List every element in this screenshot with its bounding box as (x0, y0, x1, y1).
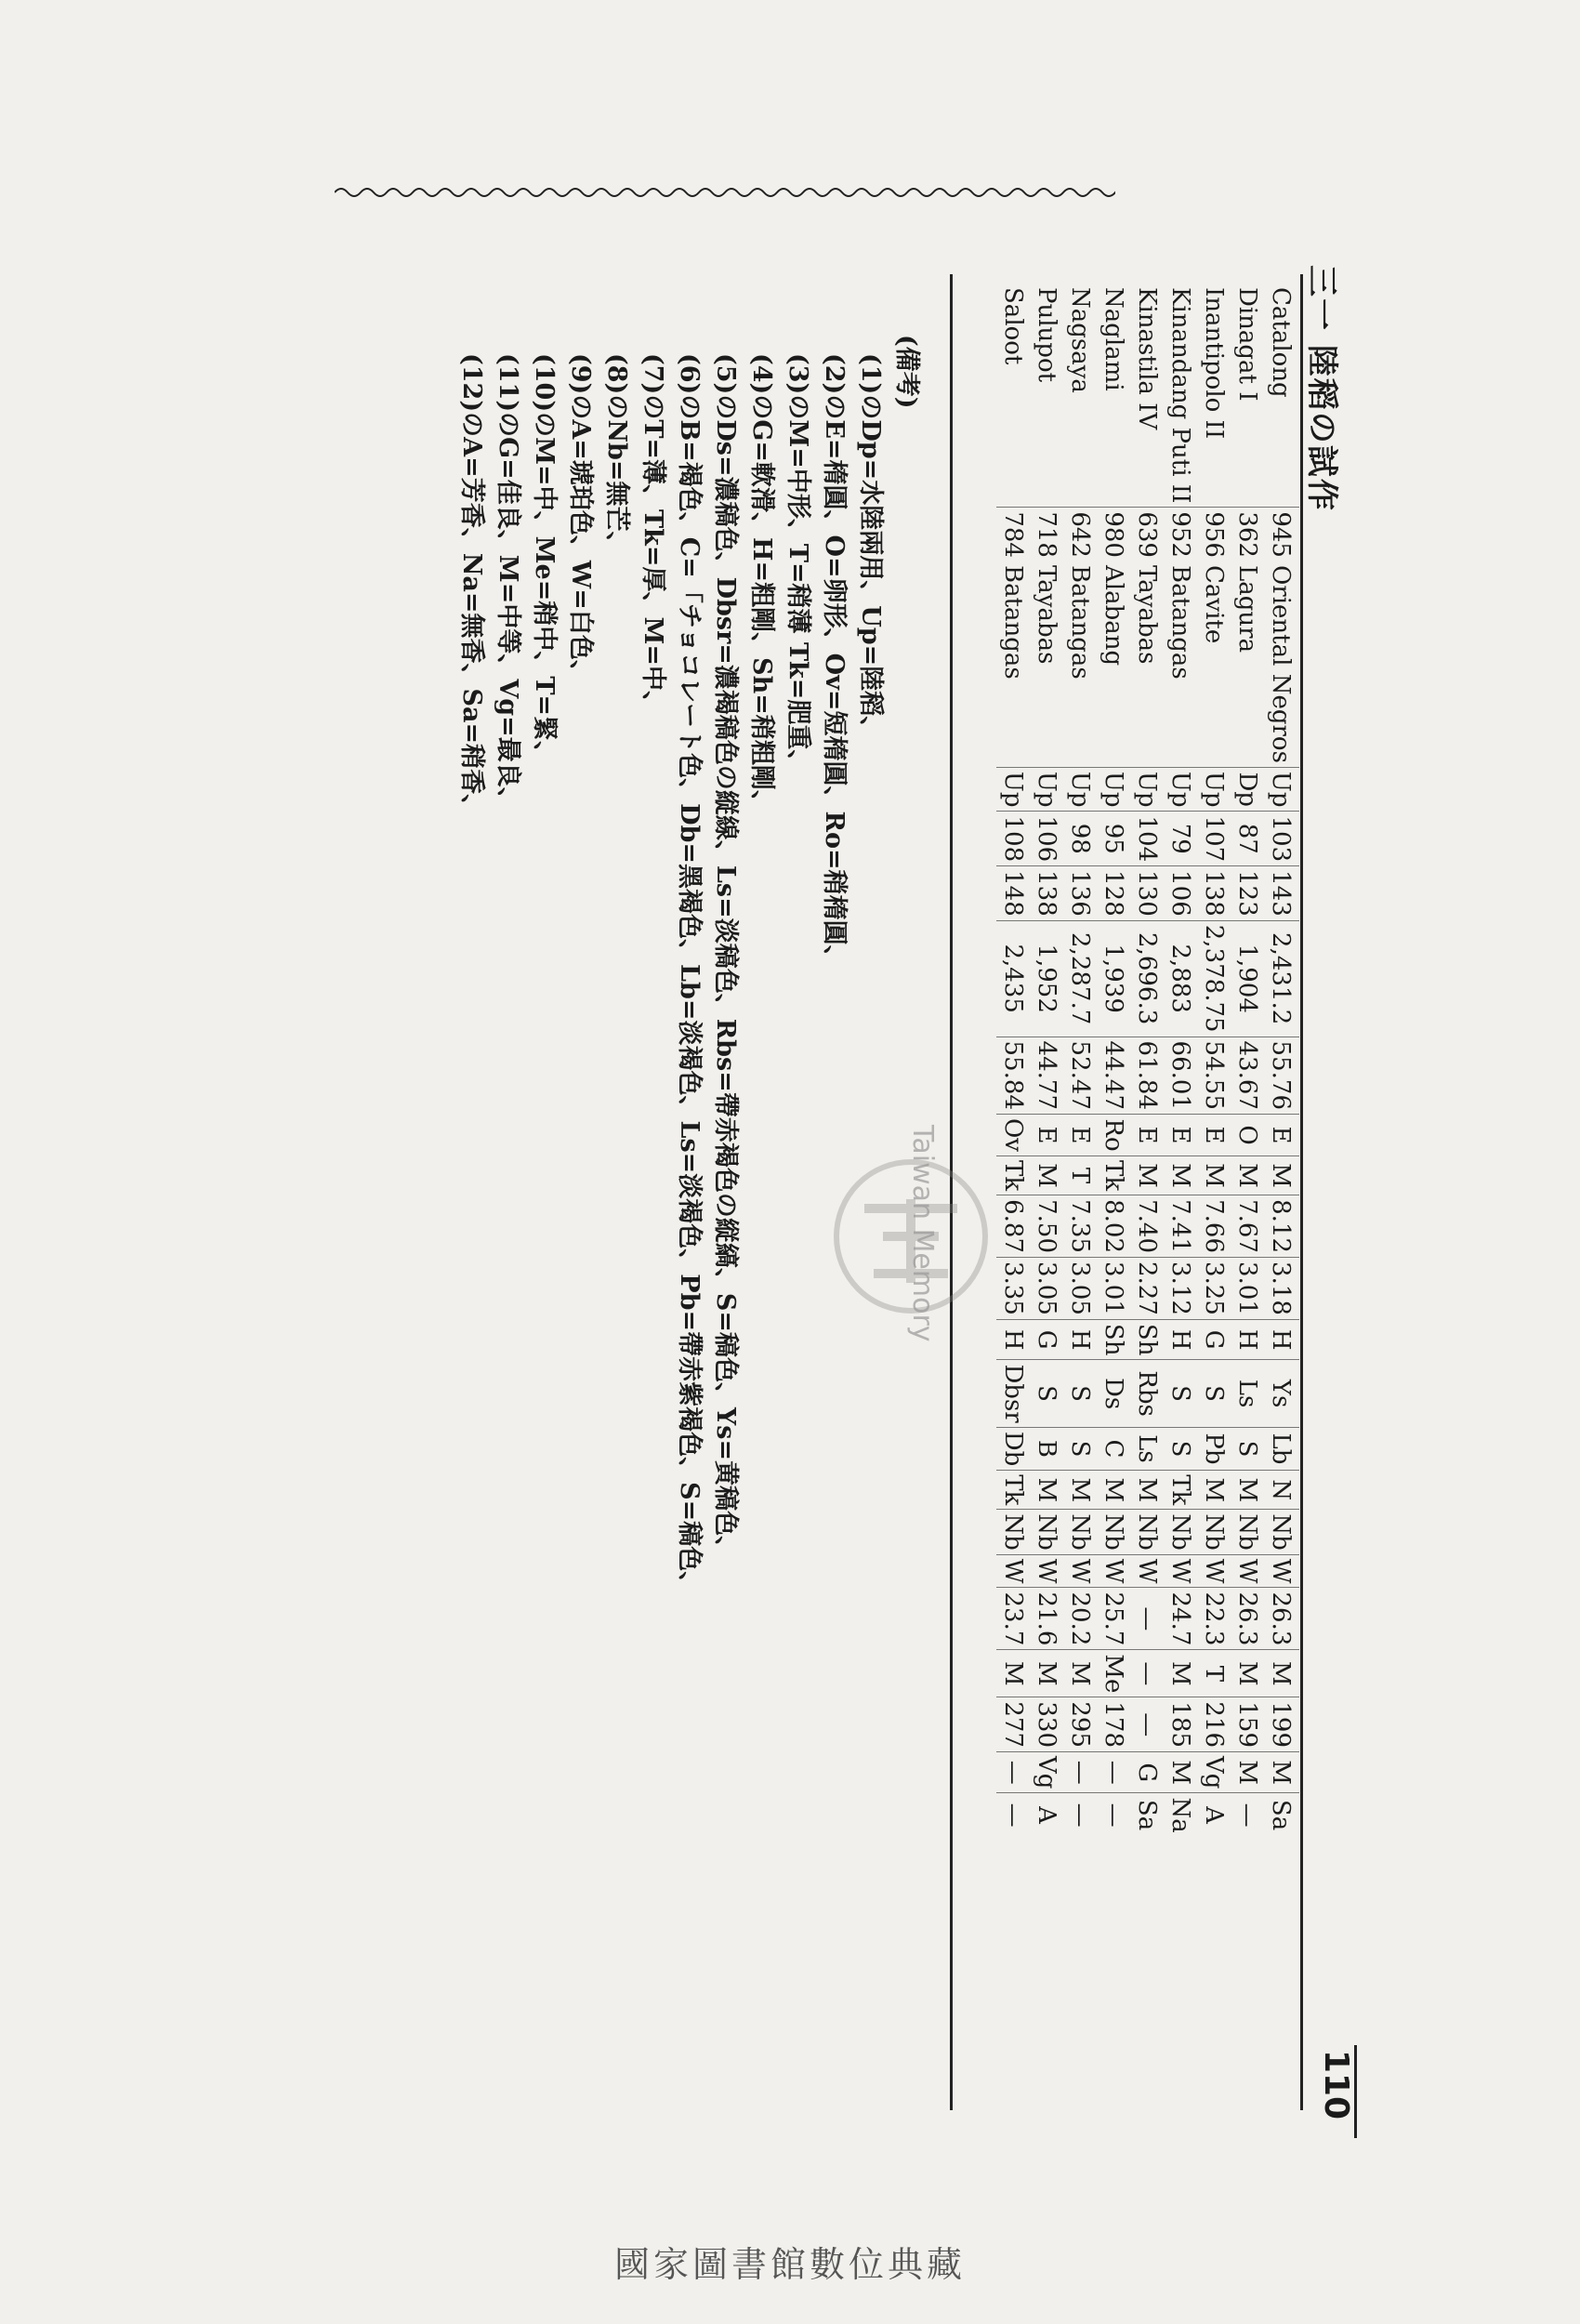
section-header: 三一 陸稻の試作 (1303, 265, 1340, 512)
table-cell: S (1063, 1427, 1097, 1471)
table-cell: 148 (996, 866, 1030, 921)
table-cell: 3.35 (996, 1258, 1030, 1320)
table-cell: Dbsr (996, 1360, 1030, 1427)
table-cell: Alabang (1099, 564, 1127, 667)
table-cell: Up (1197, 767, 1231, 812)
table-cell: M (1231, 1471, 1264, 1510)
table-cell: Inantipolo II (1200, 287, 1228, 440)
table-cell: Ds (1097, 1360, 1130, 1427)
table-cell: Dinagat I (1233, 287, 1261, 402)
table-cell: G (1130, 1752, 1164, 1793)
table-cell: Up (1130, 767, 1164, 812)
table-cell: M (1030, 1471, 1063, 1510)
table-cell: — (1130, 1588, 1164, 1650)
table-cell: 25.7 (1097, 1588, 1130, 1650)
table-cell: N (1264, 1471, 1299, 1510)
note-line: (7)のT=薄、Tk=厚、M=中、 (639, 353, 667, 716)
table-cell: — (1130, 1650, 1164, 1697)
table-cell: 7.67 (1231, 1195, 1264, 1258)
table-cell: Vg (1030, 1752, 1063, 1793)
table-cell: 52.47 (1063, 1037, 1097, 1114)
table-cell: H (1063, 1319, 1097, 1360)
table-cell: Pb (1197, 1427, 1231, 1471)
table-cell: Rbs (1130, 1360, 1164, 1427)
table-cell: Batangas (999, 564, 1027, 680)
table-cell: 2,883 (1164, 920, 1197, 1037)
watermark-text: Taiwan Memory (906, 1125, 939, 1342)
table-cell: W (1097, 1554, 1130, 1588)
table-cell: 295 (1063, 1697, 1097, 1752)
table-cell: C (1097, 1427, 1130, 1471)
table-cell: 24.7 (1164, 1588, 1197, 1650)
table-cell: Nb (1197, 1510, 1231, 1554)
table-cell: Up (1097, 767, 1130, 812)
table-cell: S (1030, 1360, 1063, 1427)
table-cell: 7.66 (1197, 1195, 1231, 1258)
table-cell: 7.35 (1063, 1195, 1097, 1258)
table-cell: 26.3 (1231, 1588, 1264, 1650)
table-cell: Nb (996, 1510, 1030, 1554)
table-cell: 185 (1164, 1697, 1197, 1752)
table-row (1097, 284, 1130, 1837)
table-cell: 106 (1030, 812, 1063, 866)
table-cell: Nb (1231, 1510, 1264, 1554)
table-cell: 216 (1197, 1697, 1231, 1752)
table-cell: 8.12 (1264, 1195, 1299, 1258)
table-cell: B (1030, 1427, 1063, 1471)
note-line: (1)のDp=水陸兩用、Up=陸稻、 (856, 353, 885, 742)
table-cell: 103 (1264, 812, 1299, 866)
table-cell: S (1197, 1360, 1231, 1427)
table-cell: W (1130, 1554, 1164, 1588)
table-cell: Ls (1231, 1360, 1264, 1427)
table-cell: M (1164, 1752, 1197, 1793)
table-cell: Tayabas (1033, 564, 1060, 665)
table-cell: 7.40 (1130, 1195, 1164, 1258)
table-cell: 980 (1097, 508, 1130, 561)
table-cell: 199 (1264, 1697, 1299, 1752)
table-cell: 3.05 (1030, 1258, 1063, 1320)
note-line: (9)のA=琥珀色、W=白色、 (566, 353, 595, 685)
table-cell: M (1231, 1650, 1264, 1697)
table-cell: Tk (996, 1156, 1030, 1195)
table-cell: 718 (1030, 508, 1063, 561)
table-cell: E (1030, 1114, 1063, 1155)
table-cell: O (1231, 1114, 1264, 1155)
table-cell: 55.84 (996, 1037, 1030, 1114)
table-cell: 108 (996, 812, 1030, 866)
table-cell: W (1197, 1554, 1231, 1588)
table-cell: W (1063, 1554, 1097, 1588)
table-row (1231, 284, 1264, 1837)
table-cell: 54.55 (1197, 1037, 1231, 1114)
table-cell: Ls (1130, 1427, 1164, 1471)
table-cell: — (996, 1752, 1030, 1793)
table-cell: 61.84 (1130, 1037, 1164, 1114)
table-cell: — (996, 1793, 1030, 1837)
table-cell: 44.47 (1097, 1037, 1130, 1114)
table-cell: 87 (1231, 812, 1264, 866)
table-cell: 98 (1063, 812, 1097, 866)
table-cell: Db (996, 1427, 1030, 1471)
table-cell: 23.7 (996, 1588, 1030, 1650)
table-cell: M (1264, 1650, 1299, 1697)
table-cell: Nb (1264, 1510, 1299, 1554)
note-line: (6)のB=褐色、C=「チョコレート色、Db=黑褐色、Lb=淡褐色、Ls=淡褐色、Pb=帶赤紫褐色、S=稿色、 (675, 353, 704, 1597)
table-cell: 159 (1231, 1697, 1264, 1752)
table-cell: W (996, 1554, 1030, 1588)
table-cell: S (1231, 1427, 1264, 1471)
table-cell: 3.25 (1197, 1258, 1231, 1320)
table-cell: Up (996, 767, 1030, 812)
table-cell: M (1197, 1156, 1231, 1195)
table-cell: H (1231, 1319, 1264, 1360)
table-cell: 20.2 (1063, 1588, 1097, 1650)
table-row (1197, 284, 1231, 1837)
table-row (1164, 284, 1197, 1837)
table-cell: Up (1063, 767, 1097, 812)
table-cell: 22.3 (1197, 1588, 1231, 1650)
table-cell: Dp (1231, 767, 1264, 812)
table-cell: Sa (1130, 1793, 1164, 1837)
table-cell: 3.01 (1231, 1258, 1264, 1320)
table-cell: — (1231, 1793, 1264, 1837)
note-line: (11)のG=佳良、M=中等、Vg=最良、 (494, 353, 522, 812)
table-cell: 7.50 (1030, 1195, 1063, 1258)
table-cell: 107 (1197, 812, 1231, 866)
table-cell: Nb (1130, 1510, 1164, 1554)
table-cell: W (1164, 1554, 1197, 1588)
table-cell: 123 (1231, 866, 1264, 921)
table-cell: 43.67 (1231, 1037, 1264, 1114)
table-cell: Vg (1197, 1752, 1231, 1793)
table-top-rule (1300, 274, 1303, 2110)
table-cell: Nb (1164, 1510, 1197, 1554)
table-cell: M (1164, 1156, 1197, 1195)
table-cell: 2,431.2 (1264, 920, 1299, 1037)
table-cell: 128 (1097, 866, 1130, 921)
note-line: (3)のM=中形、T=稍薄 Tk=肥重、 (783, 353, 812, 775)
table-cell: M (1130, 1156, 1164, 1195)
table-cell: M (1164, 1650, 1197, 1697)
table-cell: Tayabas (1133, 564, 1161, 665)
table-cell: 44.77 (1030, 1037, 1063, 1114)
table-cell: M (1097, 1471, 1130, 1510)
table-cell: Ys (1264, 1360, 1299, 1427)
table-cell: Na (1164, 1793, 1197, 1837)
table-cell: W (1264, 1554, 1299, 1588)
table-cell: Catalong (1267, 287, 1295, 398)
table-cell: M (1030, 1156, 1063, 1195)
table-cell: 2.27 (1130, 1258, 1164, 1320)
table-cell: 2,378.75 (1197, 920, 1231, 1037)
table-cell: — (1063, 1793, 1097, 1837)
table-cell: G (1030, 1319, 1063, 1360)
table-cell: A (1197, 1793, 1231, 1837)
table-cell: M (1063, 1471, 1097, 1510)
table-cell: M (1130, 1471, 1164, 1510)
note-line: (5)のDs=濃稿色、Dbsr=濃褐稿色の縦線、Ls=淡稿色、Rbs=帶赤褐色の縦縞、S=稿色、Ys=黄稿色、 (711, 353, 740, 1562)
table-row (996, 284, 1030, 1837)
table-cell: 143 (1264, 866, 1299, 921)
table-cell: 3.12 (1164, 1258, 1197, 1320)
table-cell: — (1097, 1752, 1130, 1793)
table-cell: 956 (1197, 508, 1231, 561)
table-cell: Kinastila IV (1133, 287, 1161, 430)
table-cell: 3.05 (1063, 1258, 1097, 1320)
table-cell: 79 (1164, 812, 1197, 866)
table-cell: 95 (1097, 812, 1130, 866)
table-cell: E (1197, 1114, 1231, 1155)
table-cell: 3.18 (1264, 1258, 1299, 1320)
table-cell: A (1030, 1793, 1063, 1837)
table-cell: 362 (1231, 508, 1264, 561)
page-number: 110 (1317, 2049, 1355, 2119)
table-cell: Cavite (1200, 564, 1228, 644)
variety-data-table (996, 284, 1299, 1837)
table-cell: 138 (1030, 866, 1063, 921)
table-cell: 639 (1130, 508, 1164, 561)
table-cell: Batangas (1166, 564, 1194, 680)
table-row (1130, 284, 1164, 1837)
table-cell: Lb (1264, 1427, 1299, 1471)
table-cell: M (1264, 1156, 1299, 1195)
table-cell: E (1164, 1114, 1197, 1155)
table-cell: 2,696.3 (1130, 920, 1164, 1037)
table-cell: 106 (1164, 866, 1197, 921)
table-cell: 136 (1063, 866, 1097, 921)
table-cell: Naglami (1099, 287, 1127, 391)
table-cell: Saloot (999, 287, 1027, 365)
table-cell: Up (1030, 767, 1063, 812)
table-cell: E (1130, 1114, 1164, 1155)
table-cell: Up (1264, 767, 1299, 812)
table-cell: Lagura (1233, 564, 1261, 654)
table-cell: 330 (1030, 1697, 1063, 1752)
table-cell: Batangas (1066, 564, 1094, 680)
table-cell: W (1030, 1554, 1063, 1588)
table-cell: M (1030, 1650, 1063, 1697)
table-cell: 6.87 (996, 1195, 1030, 1258)
table-row (1264, 284, 1299, 1837)
table-cell: 66.01 (1164, 1037, 1197, 1114)
table-cell: Nb (1063, 1510, 1097, 1554)
table-cell: 55.76 (1264, 1037, 1299, 1114)
table-cell: M (1063, 1650, 1097, 1697)
table-cell: 784 (996, 508, 1030, 561)
table-cell: 1,939 (1097, 920, 1130, 1037)
table-cell: 178 (1097, 1697, 1130, 1752)
table-cell: 7.41 (1164, 1195, 1197, 1258)
table-cell: M (1264, 1752, 1299, 1793)
table-cell: 3.01 (1097, 1258, 1130, 1320)
table-cell: — (1063, 1752, 1097, 1793)
notes-title: (備考) (892, 335, 921, 409)
table-cell: Sa (1264, 1793, 1299, 1837)
table-cell: M (1197, 1471, 1231, 1510)
note-line: (8)のNb=無芒、 (602, 353, 631, 557)
table-cell: Sh (1130, 1319, 1164, 1360)
table-row (1030, 284, 1063, 1837)
table-cell: 1,952 (1030, 920, 1063, 1037)
notes-block (454, 335, 925, 1597)
table-cell: 2,287.7 (1063, 920, 1097, 1037)
table-cell: Nb (1097, 1510, 1130, 1554)
table-cell: Sh (1097, 1319, 1130, 1360)
table-cell: 130 (1130, 866, 1164, 921)
table-cell: T (1063, 1156, 1097, 1195)
table-cell: Ov (996, 1114, 1030, 1155)
table-cell: 2,435 (996, 920, 1030, 1037)
table-cell: S (1164, 1427, 1197, 1471)
table-cell: 104 (1130, 812, 1164, 866)
table-cell: H (1164, 1319, 1197, 1360)
table-cell: Tk (996, 1471, 1030, 1510)
table-cell: Tk (1164, 1471, 1197, 1510)
table-cell: 277 (996, 1697, 1030, 1752)
note-line: (4)のG=軟滑、H=粗剛、Sh=稍粗剛、 (747, 353, 776, 815)
table-cell: — (1097, 1793, 1130, 1837)
table-cell: 952 (1164, 508, 1197, 561)
table-cell: Tk (1097, 1156, 1130, 1195)
table-cell: M (996, 1650, 1030, 1697)
table-cell: Up (1164, 767, 1197, 812)
note-line: (12)のA=芳香、Na=無香、Sa=稍香、 (457, 353, 486, 820)
note-line: (10)のM=中、Me=稍中、T=緊、 (530, 353, 559, 767)
table-cell: 21.6 (1030, 1588, 1063, 1650)
table-cell: S (1063, 1360, 1097, 1427)
table-cell: 138 (1197, 866, 1231, 921)
table-cell: T (1197, 1650, 1231, 1697)
table-cell: Nagsaya (1066, 287, 1094, 393)
note-line: (2)のE=楕圓、O=卵形、Ov=短楕圓、Ro=稍楕圓、 (820, 353, 849, 971)
rotated-page-content (121, 265, 1355, 2147)
table-cell: 1,904 (1231, 920, 1264, 1037)
table-cell: — (1130, 1697, 1164, 1752)
table-cell: G (1197, 1319, 1231, 1360)
table-cell: Ro (1097, 1114, 1130, 1155)
table-cell: Nb (1030, 1510, 1063, 1554)
table-cell: H (996, 1319, 1030, 1360)
table-cell: 642 (1063, 508, 1097, 561)
table-cell: 945 (1264, 508, 1299, 561)
table-cell: 26.3 (1264, 1588, 1299, 1650)
decorative-wavy-rule (335, 181, 1115, 204)
table-cell: Oriental Negros (1267, 564, 1295, 763)
table-cell: Me (1097, 1650, 1130, 1697)
table-cell: Pulupot (1033, 287, 1060, 383)
table-row (1063, 284, 1097, 1837)
table-cell: M (1231, 1156, 1264, 1195)
table-cell: W (1231, 1554, 1264, 1588)
table-cell: S (1164, 1360, 1197, 1427)
table-cell: E (1063, 1114, 1097, 1155)
table-cell: 8.02 (1097, 1195, 1130, 1258)
table-cell: Kinandang Puti II (1166, 287, 1194, 504)
table-cell: M (1231, 1752, 1264, 1793)
library-footer: 國家圖書館數位典藏 (613, 2244, 966, 2285)
table-cell: H (1264, 1319, 1299, 1360)
table-cell: E (1264, 1114, 1299, 1155)
